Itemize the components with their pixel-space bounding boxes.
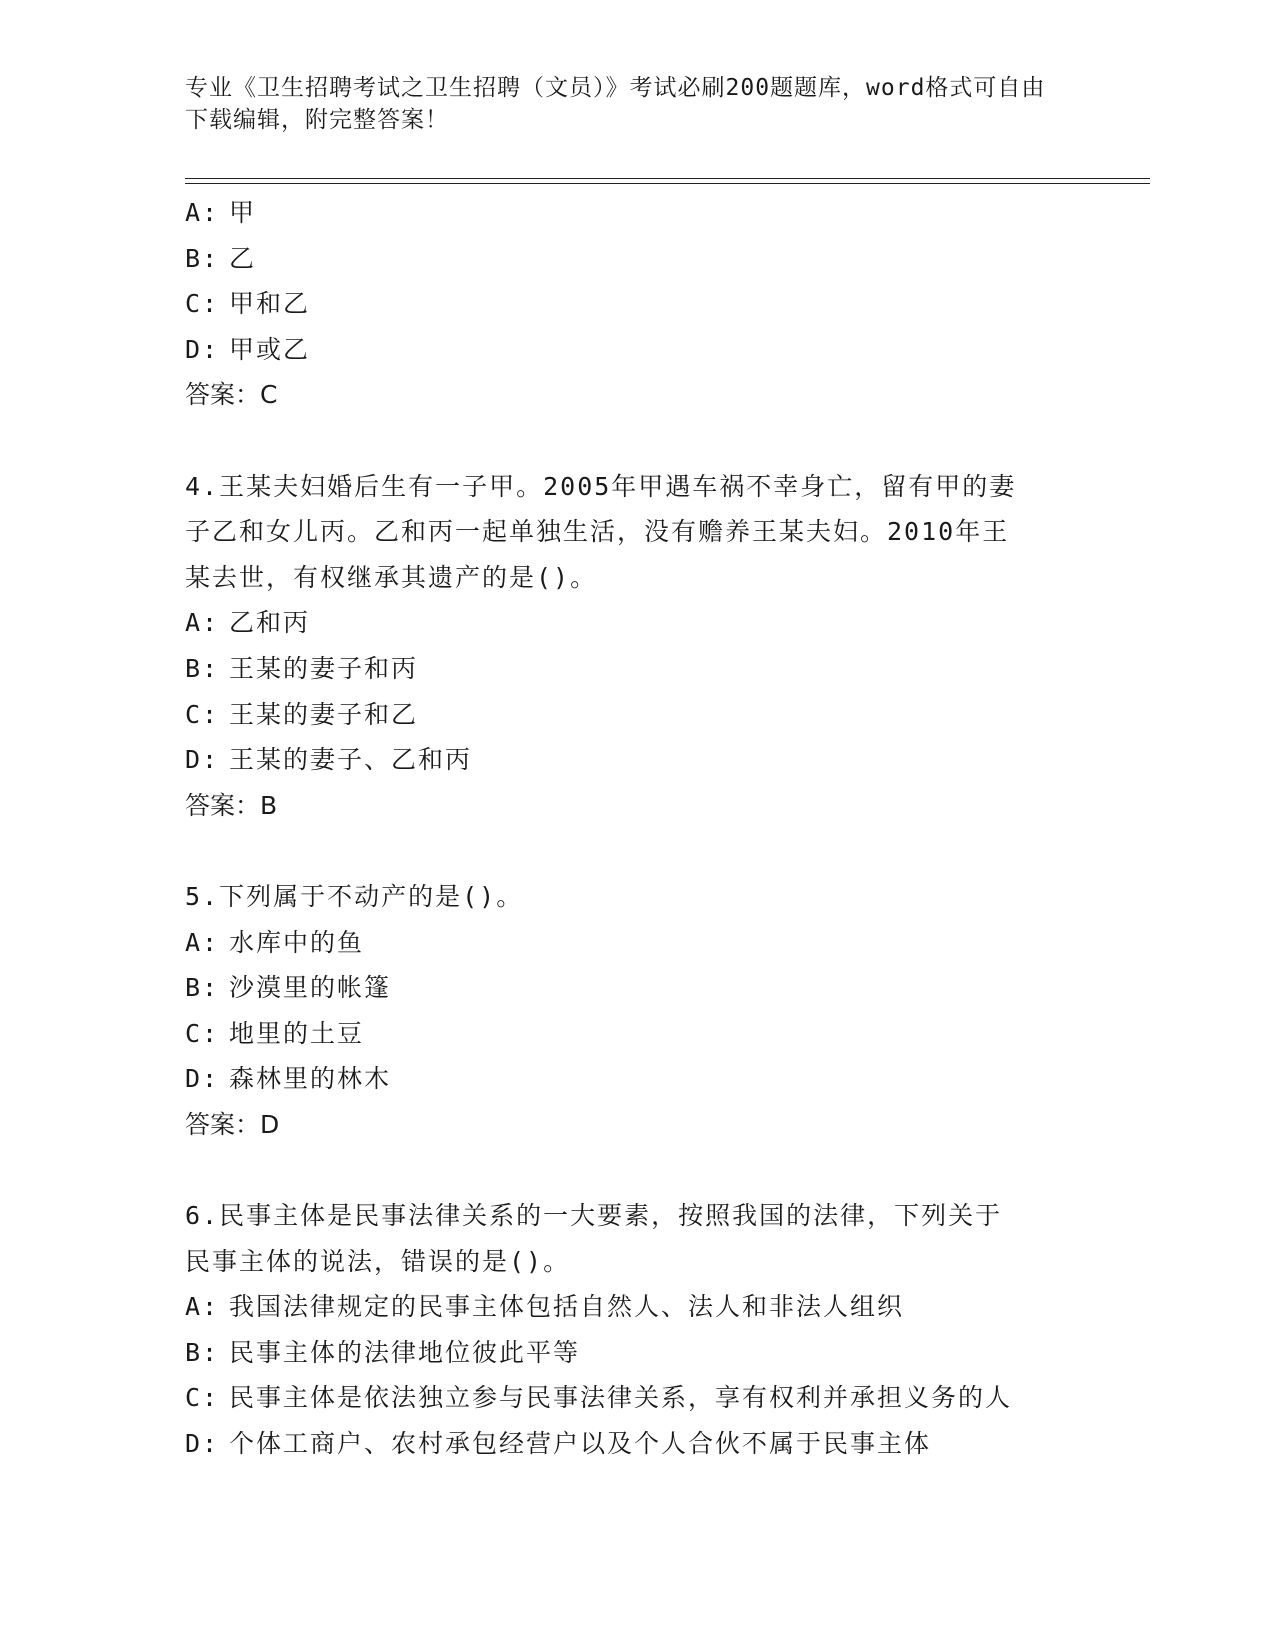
option-key: A:: [185, 608, 220, 638]
question-4: [185, 464, 1085, 829]
answer-label: 答案：C: [185, 380, 278, 410]
option-d: [185, 737, 1085, 783]
option-text: 森林里的林木: [229, 1064, 392, 1094]
option-text: 王某的妻子、乙和丙: [229, 745, 473, 775]
option-b: [185, 965, 1085, 1011]
option-text: 民事主体的法律地位彼此平等: [229, 1337, 581, 1367]
question-stem-line: 民事主体的说法，错误的是()。: [185, 1246, 571, 1276]
option-text: 甲或乙: [229, 334, 311, 364]
option-text: 个体工商户、农村承包经营户以及个人合伙不属于民事主体: [229, 1429, 932, 1459]
option-key: C:: [185, 1018, 220, 1048]
option-key: B:: [185, 243, 220, 273]
spacer: [185, 828, 1085, 874]
option-c: [185, 281, 1085, 327]
header-rule-bottom: [185, 183, 1150, 184]
option-key: B:: [185, 1337, 220, 1367]
option-text: 沙漠里的帐篷: [229, 973, 392, 1003]
option-text: 我国法律规定的民事主体包括自然人、法人和非法人组织: [229, 1292, 905, 1322]
question-stem-line: 5.下列属于不动产的是()。: [185, 881, 524, 911]
option-key: C:: [185, 289, 220, 319]
question-3: [185, 190, 1085, 418]
option-key: A:: [185, 1292, 220, 1322]
answer-label: 答案：B: [185, 790, 278, 820]
option-text: 王某的妻子和丙: [229, 653, 419, 683]
option-key: B:: [185, 653, 220, 683]
option-d: [185, 1421, 1085, 1467]
option-d: [185, 327, 1085, 373]
option-text: 甲: [229, 198, 257, 227]
option-d: [185, 1056, 1085, 1102]
option-text: 乙和丙: [229, 608, 311, 638]
option-text: 水库中的鱼: [229, 927, 365, 957]
option-key: C:: [185, 699, 220, 729]
option-c: [185, 692, 1085, 738]
option-a: [185, 190, 1085, 236]
question-stem-line: 4.王某夫妇婚后生有一子甲。2005年甲遇车祸不幸身亡，留有甲的妻: [185, 471, 1017, 501]
question-content: [185, 190, 1085, 1467]
option-a: [185, 920, 1085, 966]
option-c: [185, 1011, 1085, 1057]
spacer: [185, 418, 1085, 464]
option-text: 乙: [229, 243, 257, 273]
question-stem-line: 子乙和女儿丙。乙和丙一起单独生活，没有赡养王某夫妇。2010年王: [185, 517, 1010, 547]
option-key: D:: [185, 334, 220, 364]
option-b: [185, 646, 1085, 692]
option-c: [185, 1375, 1085, 1421]
option-text: 王某的妻子和乙: [229, 699, 419, 729]
document-header: 专业《卫生招聘考试之卫生招聘（文员）》考试必刷200题题库，word格式可自由下载编辑，附完整答案！: [185, 75, 1046, 133]
question-6: [185, 1193, 1085, 1467]
option-text: 甲和乙: [229, 289, 311, 319]
option-b: [185, 236, 1085, 282]
option-a: [185, 1284, 1085, 1330]
question-stem-line: 某去世，有权继承其遗产的是()。: [185, 562, 598, 592]
option-b: [185, 1330, 1085, 1376]
option-key: A:: [185, 198, 220, 227]
option-text: 民事主体是依法独立参与民事法律关系，享有权利并承担义务的人: [229, 1383, 1013, 1413]
header-rule-top: [185, 178, 1150, 179]
option-key: B:: [185, 973, 220, 1003]
option-key: D:: [185, 1064, 220, 1094]
option-key: D:: [185, 745, 220, 775]
question-5: [185, 874, 1085, 1148]
answer-label: 答案：D: [185, 1109, 280, 1139]
option-text: 地里的土豆: [229, 1018, 365, 1048]
option-key: C:: [185, 1383, 220, 1413]
spacer: [185, 1147, 1085, 1193]
option-key: D:: [185, 1429, 220, 1459]
option-a: [185, 600, 1085, 646]
question-stem-line: 6.民事主体是民事法律关系的一大要素，按照我国的法律，下列关于: [185, 1201, 1003, 1231]
option-key: A:: [185, 927, 220, 957]
